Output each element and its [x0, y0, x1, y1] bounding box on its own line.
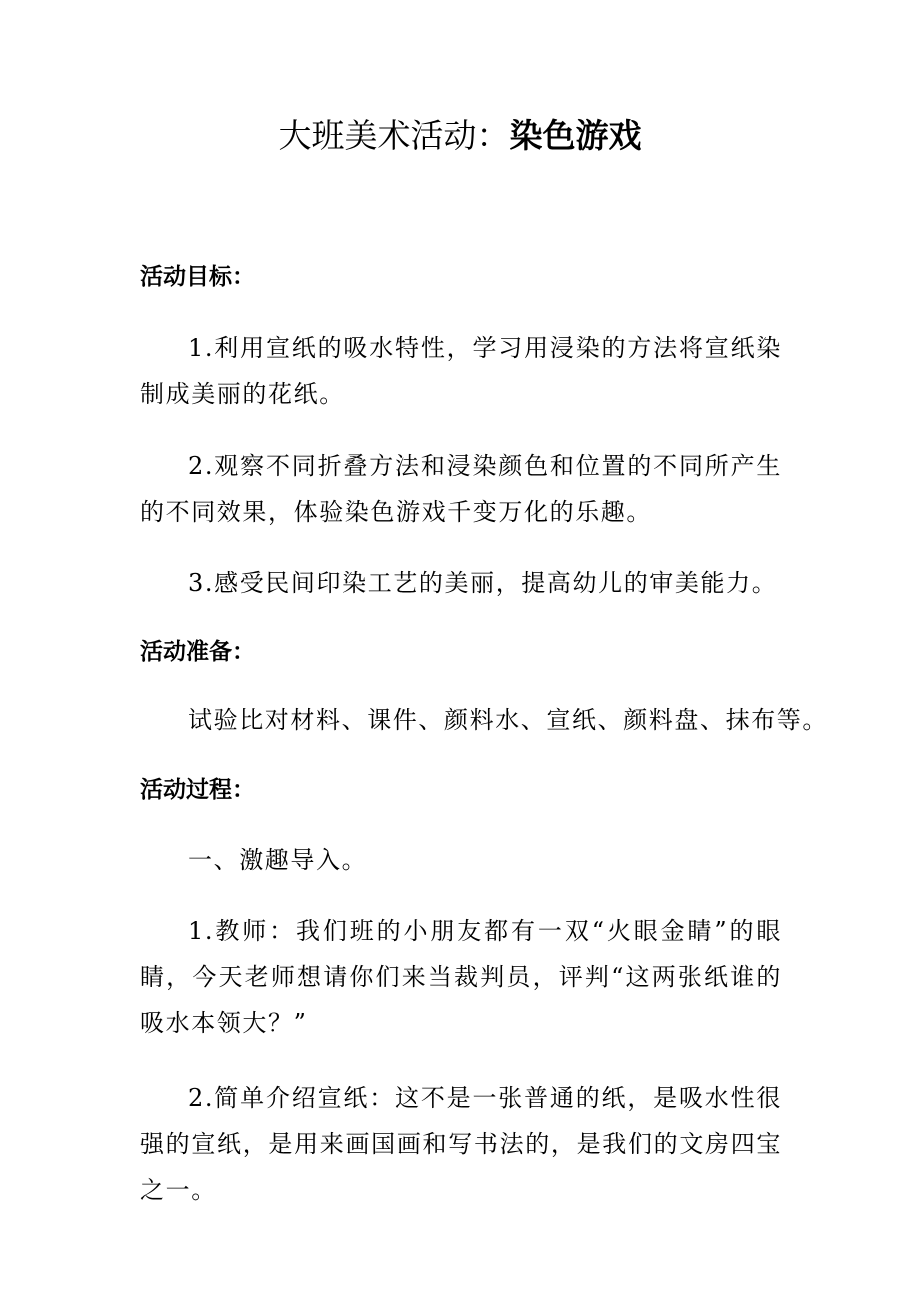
title-prefix: 大班美术活动： — [278, 116, 510, 155]
section-heading-goals: 活动目标： — [140, 264, 255, 290]
process-step-title: 一、激趣导入。 — [188, 846, 368, 874]
preparation-text: 试验比对材料、课件、颜料水、宣纸、颜料盘、抹布等。 — [188, 706, 828, 734]
goal-item-2: 2.观察不同折叠方法和浸染颜色和位置的不同所产生的不同效果，体验染色游戏千变万化的乐趣。 — [140, 452, 782, 526]
section-heading-preparation: 活动准备： — [140, 639, 255, 665]
process-item-1: 1.教师：我们班的小朋友都有一双“火眼金睛”的眼睛，今天老师想请你们来当裁判员，评判“这两张纸谁的吸水本领大？” — [140, 917, 782, 1037]
goal-item-1: 1.利用宣纸的吸水特性，学习用浸染的方法将宣纸染制成美丽的花纸。 — [140, 334, 782, 408]
process-item-2: 2.简单介绍宣纸：这不是一张普通的纸，是吸水性很强的宣纸，是用来画国画和写书法的，是我们的文房四宝之一。 — [140, 1084, 782, 1204]
title-bold: 染色游戏 — [509, 116, 642, 155]
section-heading-process: 活动过程： — [140, 777, 255, 803]
document-title — [0, 112, 920, 160]
goal-item-3: 3.感受民间印染工艺的美丽，提高幼儿的审美能力。 — [188, 569, 778, 597]
